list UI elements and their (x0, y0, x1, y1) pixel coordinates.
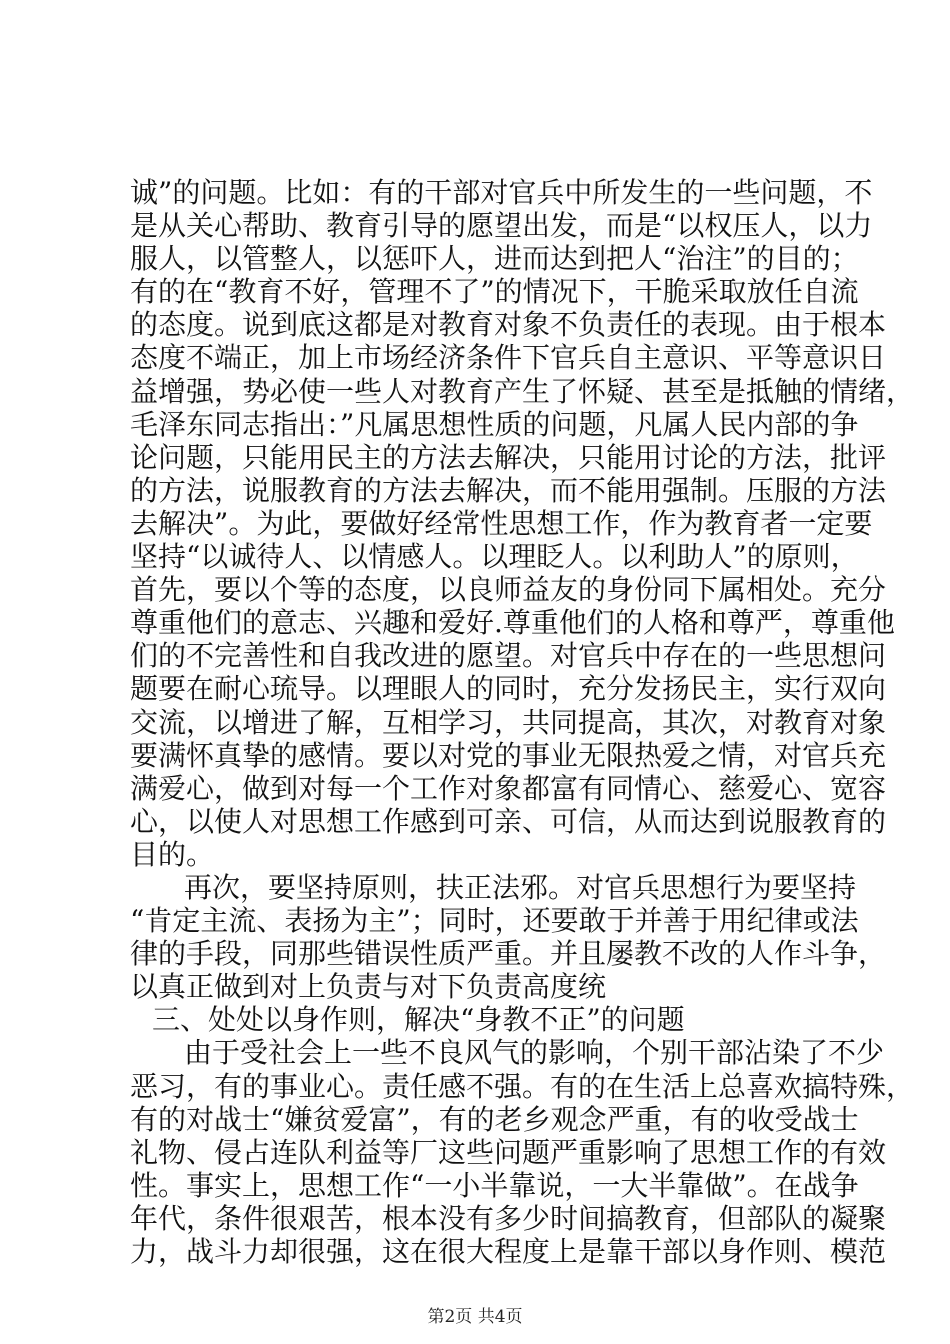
text-line: 服人，以管整人，以惩吓人，进而达到把人“治注”的目的； (130, 242, 859, 276)
text-line: “肯定主流、表扬为主”；同时，还要敢于并善于用纪律或法 (130, 904, 859, 938)
text-line: 目的。 (130, 837, 215, 871)
text-line: 题要在耐心琉导。以理眼人的同时，充分发扬民主，实行双向 (130, 672, 887, 706)
document-body (130, 176, 915, 1268)
text-line: 去解决”。为此，要做好经常性思想工作，作为教育者一定要 (130, 506, 873, 540)
text-line: 的态度。说到底这都是对教育对象不负责任的表现。由于根本 (130, 308, 887, 342)
text-line: 满爱心，做到对每一个工作对象都富有同情心、慈爱心、宽容 (130, 771, 887, 805)
text-line: 有的在“教育不好，管理不了”的情况下，干脆采取放任自流 (130, 275, 859, 309)
text-line: 心，以使人对思想工作感到可亲、可信，从而达到说服教育的 (130, 804, 887, 838)
text-line: 年代，条件很艰苦，根本没有多少时间搞教育，但部队的凝聚 (130, 1201, 887, 1235)
text-line: 毛泽东同志指出：”凡属思想性质的问题，凡属人民内部的争 (130, 407, 859, 441)
text-line: 恶习，有的事业心。责任感不强。有的在生活上总喜欢搞特殊， (130, 1069, 915, 1103)
text-line: 态度不端正，加上市场经济条件下官兵自主意识、平等意识日 (130, 341, 887, 375)
text-line: 性。事实上，思想工作“一小半靠说，一大半靠做”。在战争 (130, 1168, 859, 1202)
text-line: 的方法，说服教育的方法去解决，而不能用强制。压服的方法 (130, 473, 887, 507)
text-line: 坚持“以诚待人、以情感人。以理眨人。以利助人”的原则， (130, 540, 859, 574)
text-line: 要满怀真挚的感情。要以对党的事业无限热爱之情，对官兵充 (130, 738, 887, 772)
paragraph-start-line: 再次，要坚持原则，扶正法邪。对官兵思想行为要坚持 (184, 870, 857, 904)
text-line: 论问题，只能用民主的方法去解决，只能用讨论的方法，批评 (130, 440, 887, 474)
text-line: 益增强，势必使一些人对教育产生了怀疑、甚至是抵触的情绪， (130, 374, 915, 408)
text-line: 交流，以增进了解，互相学习，共同提高，其次，对教育对象 (130, 705, 887, 739)
text-line: 们的不完善性和自我改进的愿望。对官兵中存在的一些思想问 (130, 639, 887, 673)
paragraph-start-line: 由于受社会上一些不良风气的影响，个别干部沾染了不少 (184, 1036, 885, 1070)
text-line: 律的手段，同那些错误性质严重。并且屡教不改的人作斗争， (130, 937, 887, 971)
text-line: 力，战斗力却很强，这在很大程度上是靠干部以身作则、模范 (130, 1235, 887, 1268)
text-line: 诚”的问题。比如：有的干部对官兵中所发生的一些问题，不 (130, 176, 873, 209)
text-line: 是从关心帮助、教育引导的愿望出发，而是“以权压人，以力 (130, 209, 873, 243)
text-line: 尊重他们的意志、兴趣和爱好.尊重他们的人格和尊严，尊重他 (130, 606, 895, 640)
page-footer: 第2页 共4页 (427, 1307, 523, 1327)
text-line: 首先，要以个等的态度，以良师益友的身份同下属相处。充分 (130, 573, 887, 607)
text-line: 以真正做到对上负责与对下负责高度统 (130, 970, 607, 1004)
text-line: 有的对战士“嫌贫爱富”，有的老乡观念严重，有的收受战士 (130, 1102, 859, 1136)
section-heading: 三、处处以身作则，解决“身教不正”的问题 (152, 1003, 685, 1037)
text-line: 礼物、侵占连队利益等厂这些问题严重影响了思想工作的有效 (130, 1135, 887, 1169)
